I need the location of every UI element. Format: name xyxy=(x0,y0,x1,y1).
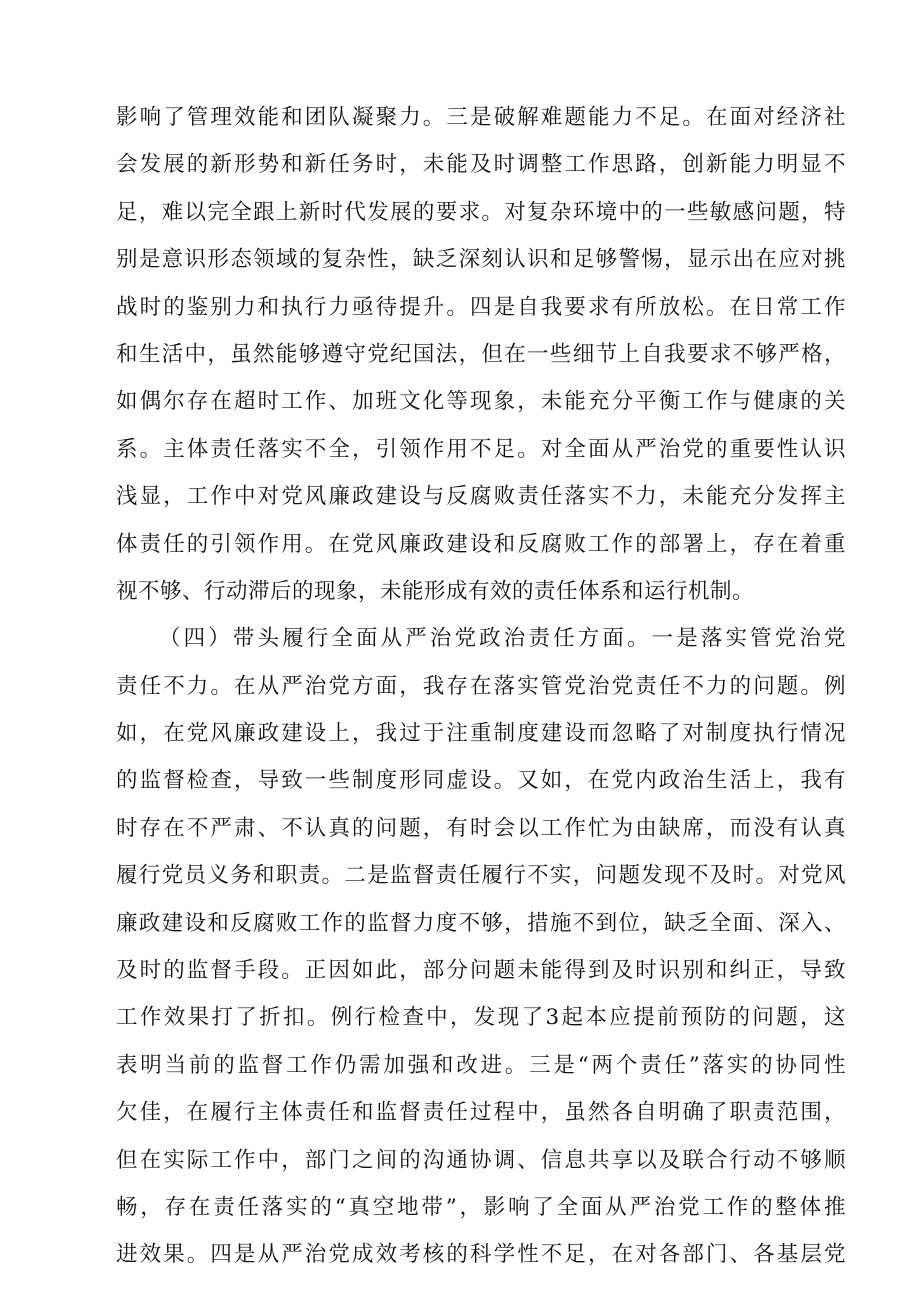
text-line: 责任不力。在从严治党方面，我存在落实管党治党责任不力的问题。例 xyxy=(116,673,846,699)
paragraph-end-line: 视不够、行动滞后的现象，未能形成有效的责任体系和运行机制。 xyxy=(116,578,755,604)
text-line: 如，在党风廉政建设上，我过于注重制度建设而忽略了对制度执行情况 xyxy=(116,721,846,747)
text-line: 如偶尔存在超时工作、加班文化等现象，未能充分平衡工作与健康的关 xyxy=(116,389,846,415)
text-line: 时存在不严肃、不认真的问题，有时会以工作忙为由缺席，而没有认真 xyxy=(116,815,846,841)
text-line: 欠佳，在履行主体责任和监督责任过程中，虽然各自明确了职责范围， xyxy=(116,1100,846,1126)
text-line: 工作效果打了折扣。例行检查中，发现了3起本应提前预防的问题，这 xyxy=(116,1005,846,1031)
text-line: 履行党员义务和职责。二是监督责任履行不实，问题发现不及时。对党风 xyxy=(116,863,846,889)
text-line: 和生活中，虽然能够遵守党纪国法，但在一些细节上自我要求不够严格， xyxy=(116,341,846,367)
text-line: 的监督检查，导致一些制度形同虚设。又如，在党内政治生活上，我有 xyxy=(116,768,846,794)
text-line: 战时的鉴别力和执行力亟待提升。四是自我要求有所放松。在日常工作 xyxy=(116,294,846,320)
text-line: 会发展的新形势和新任务时，未能及时调整工作思路，创新能力明显不 xyxy=(116,152,846,178)
body-text xyxy=(116,94,846,1279)
text-line: 体责任的引领作用。在党风廉政建设和反腐败工作的部署上，存在着重 xyxy=(116,531,846,557)
text-line: 廉政建设和反腐败工作的监督力度不够，措施不到位，缺乏全面、深入、 xyxy=(116,910,846,936)
text-line: 影响了管理效能和团队凝聚力。三是破解难题能力不足。在面对经济社 xyxy=(116,105,846,130)
text-line: 但在实际工作中，部门之间的沟通协调、信息共享以及联合行动不够顺 xyxy=(116,1147,846,1173)
text-line: 系。主体责任落实不全，引领作用不足。对全面从严治党的重要性认识 xyxy=(116,436,846,462)
text-line: 及时的监督手段。正因如此，部分问题未能得到及时识别和纠正，导致 xyxy=(116,958,846,984)
text-line: 进效果。四是从严治党成效考核的科学性不足，在对各部门、各基层党 xyxy=(116,1242,846,1268)
text-line: 表明当前的监督工作仍需加强和改进。三是“两个责任”落实的协同性 xyxy=(116,1052,846,1078)
text-line: 别是意识形态领域的复杂性，缺乏深刻认识和足够警惕，显示出在应对挑 xyxy=(116,247,846,273)
text-line: 畅，存在责任落实的“真空地带”，影响了全面从严治党工作的整体推 xyxy=(116,1194,846,1220)
section-heading-line: （四）带头履行全面从严治党政治责任方面。一是落实管党治党 xyxy=(159,626,846,652)
text-line: 足，难以完全跟上新时代发展的要求。对复杂环境中的一些敏感问题，特 xyxy=(116,199,846,225)
text-line: 浅显，工作中对党风廉政建设与反腐败责任落实不力，未能充分发挥主 xyxy=(116,484,846,510)
